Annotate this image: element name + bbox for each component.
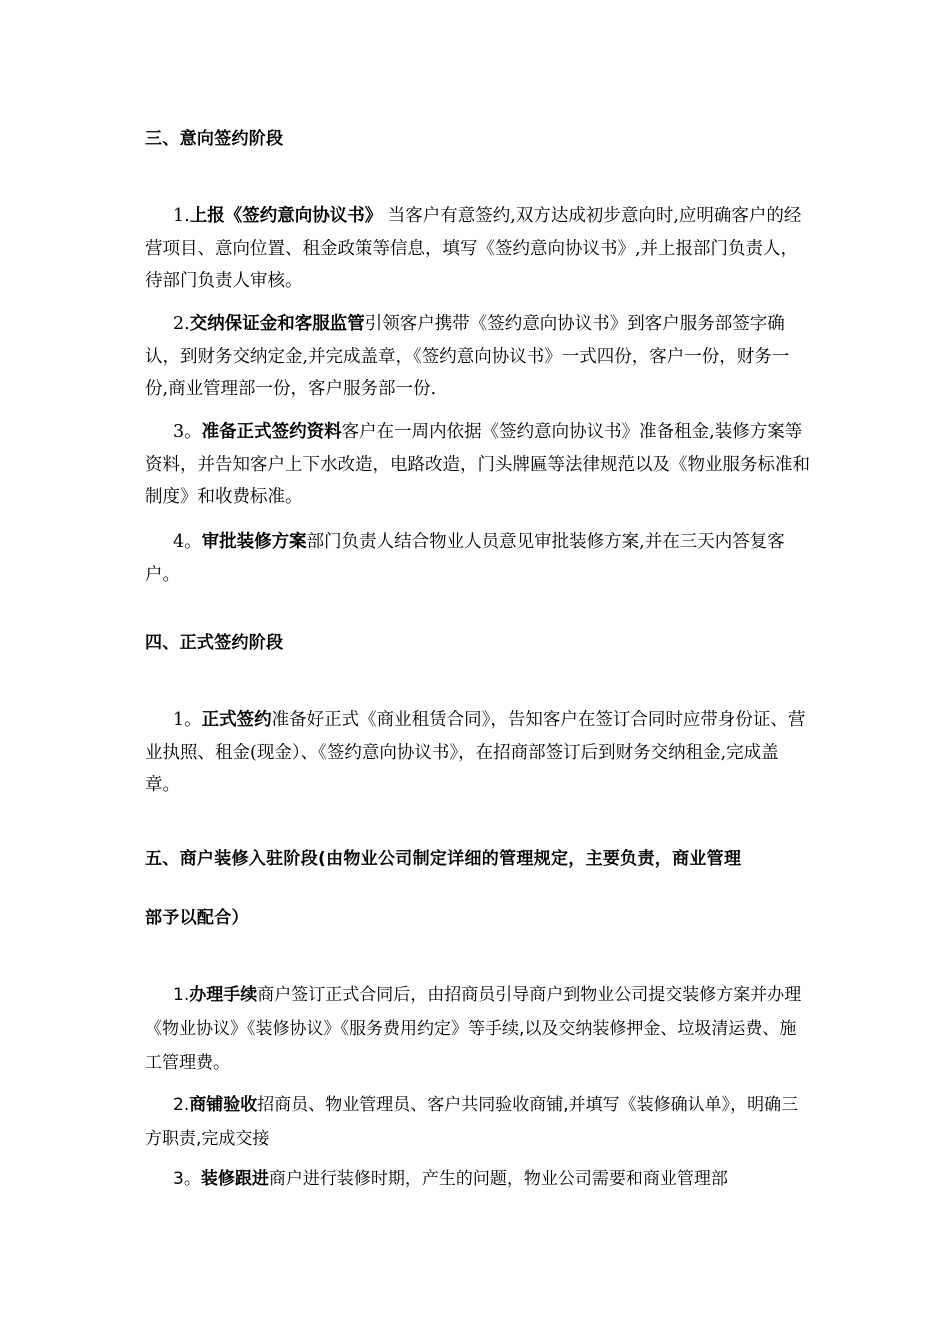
item-number: 2.	[173, 1095, 190, 1115]
item-title: 办理手续	[189, 985, 258, 1005]
section-3-item-3	[145, 416, 810, 514]
item-number: 3。	[173, 1169, 201, 1189]
item-number: 4。	[173, 532, 202, 552]
item-title: 审批装修方案	[201, 532, 307, 552]
item-number: 1.	[173, 206, 190, 226]
item-text: 部门负责人结合物业人员意见审批装修方案,并在三天内答复客户。	[145, 532, 785, 585]
section-3-heading: 三、意向签约阶段	[145, 129, 284, 149]
item-title: 正式签约	[201, 710, 272, 730]
item-number: 1.	[173, 985, 190, 1005]
item-number: 2.	[173, 314, 190, 334]
item-text: 准备好正式《商业租赁合同》，告知客户在签订合同时应带身份证、营业执照、租金(现金）、《签约意向协议书》，在招商部签订后到财务交纳租金,完成盖章。	[145, 710, 806, 795]
section-4-heading: 四、正式签约阶段	[145, 633, 284, 653]
section-5-item-2	[145, 1088, 810, 1156]
section-3-item-2	[145, 308, 810, 406]
item-text: 当客户有意签约,双方达成初步意向时,应明确客户的经营项目、意向位置、租金政策等信息，填写《签约意向协议书》,并上报部门负责人，待部门负责人审核。	[145, 206, 802, 291]
item-text: 引领客户携带《签约意向协议书》到客户服务部签字确认，到财务交纳定金,并完成盖章，《签约意向协议书》一式四份，客户一份，财务一份,商业管理部一份，客户服务部一份.	[145, 314, 790, 399]
item-text: 招商员、物业管理员、客户共同验收商铺,并填写《装修确认单》，明确三方职责,完成交接	[145, 1095, 799, 1149]
section-3-item-1	[145, 200, 810, 298]
item-number: 1。	[173, 710, 202, 730]
item-text: 商户签订正式合同后，由招商员引导商户到物业公司提交装修方案并办理《物业协议》《装修协议》《服务费用约定》等手续,以及交纳装修押金、垃圾清运费、施工管理费。	[145, 985, 802, 1073]
section-5-item-1	[145, 978, 810, 1080]
section-3-item-4	[145, 526, 810, 591]
section-5-heading-line-1: 五、商户装修入驻阶段(由物业公司制定详细的管理规定，主要负责，商业管理	[145, 849, 742, 869]
section-4-item-1	[145, 704, 810, 802]
item-title: 装修跟进	[200, 1169, 269, 1189]
item-title: 上报《签约意向协议书》	[189, 206, 383, 226]
item-title: 交纳保证金和客服监管	[189, 314, 365, 334]
section-5-heading-line-2: 部予以配合）	[145, 908, 249, 928]
section-5-item-3	[145, 1162, 810, 1196]
item-title: 准备正式签约资料	[201, 422, 342, 442]
item-title: 商铺验收	[189, 1095, 258, 1115]
item-text: 客户在一周内依据《签约意向协议书》准备租金,装修方案等资料，并告知客户上下水改造，电路改造，门头牌匾等法律规范以及《物业服务标准和制度》和收费标准。	[145, 422, 810, 507]
item-text: 商户进行装修时期，产生的问题，物业公司需要和商业管理部	[268, 1169, 728, 1189]
item-number: 3。	[173, 422, 202, 442]
